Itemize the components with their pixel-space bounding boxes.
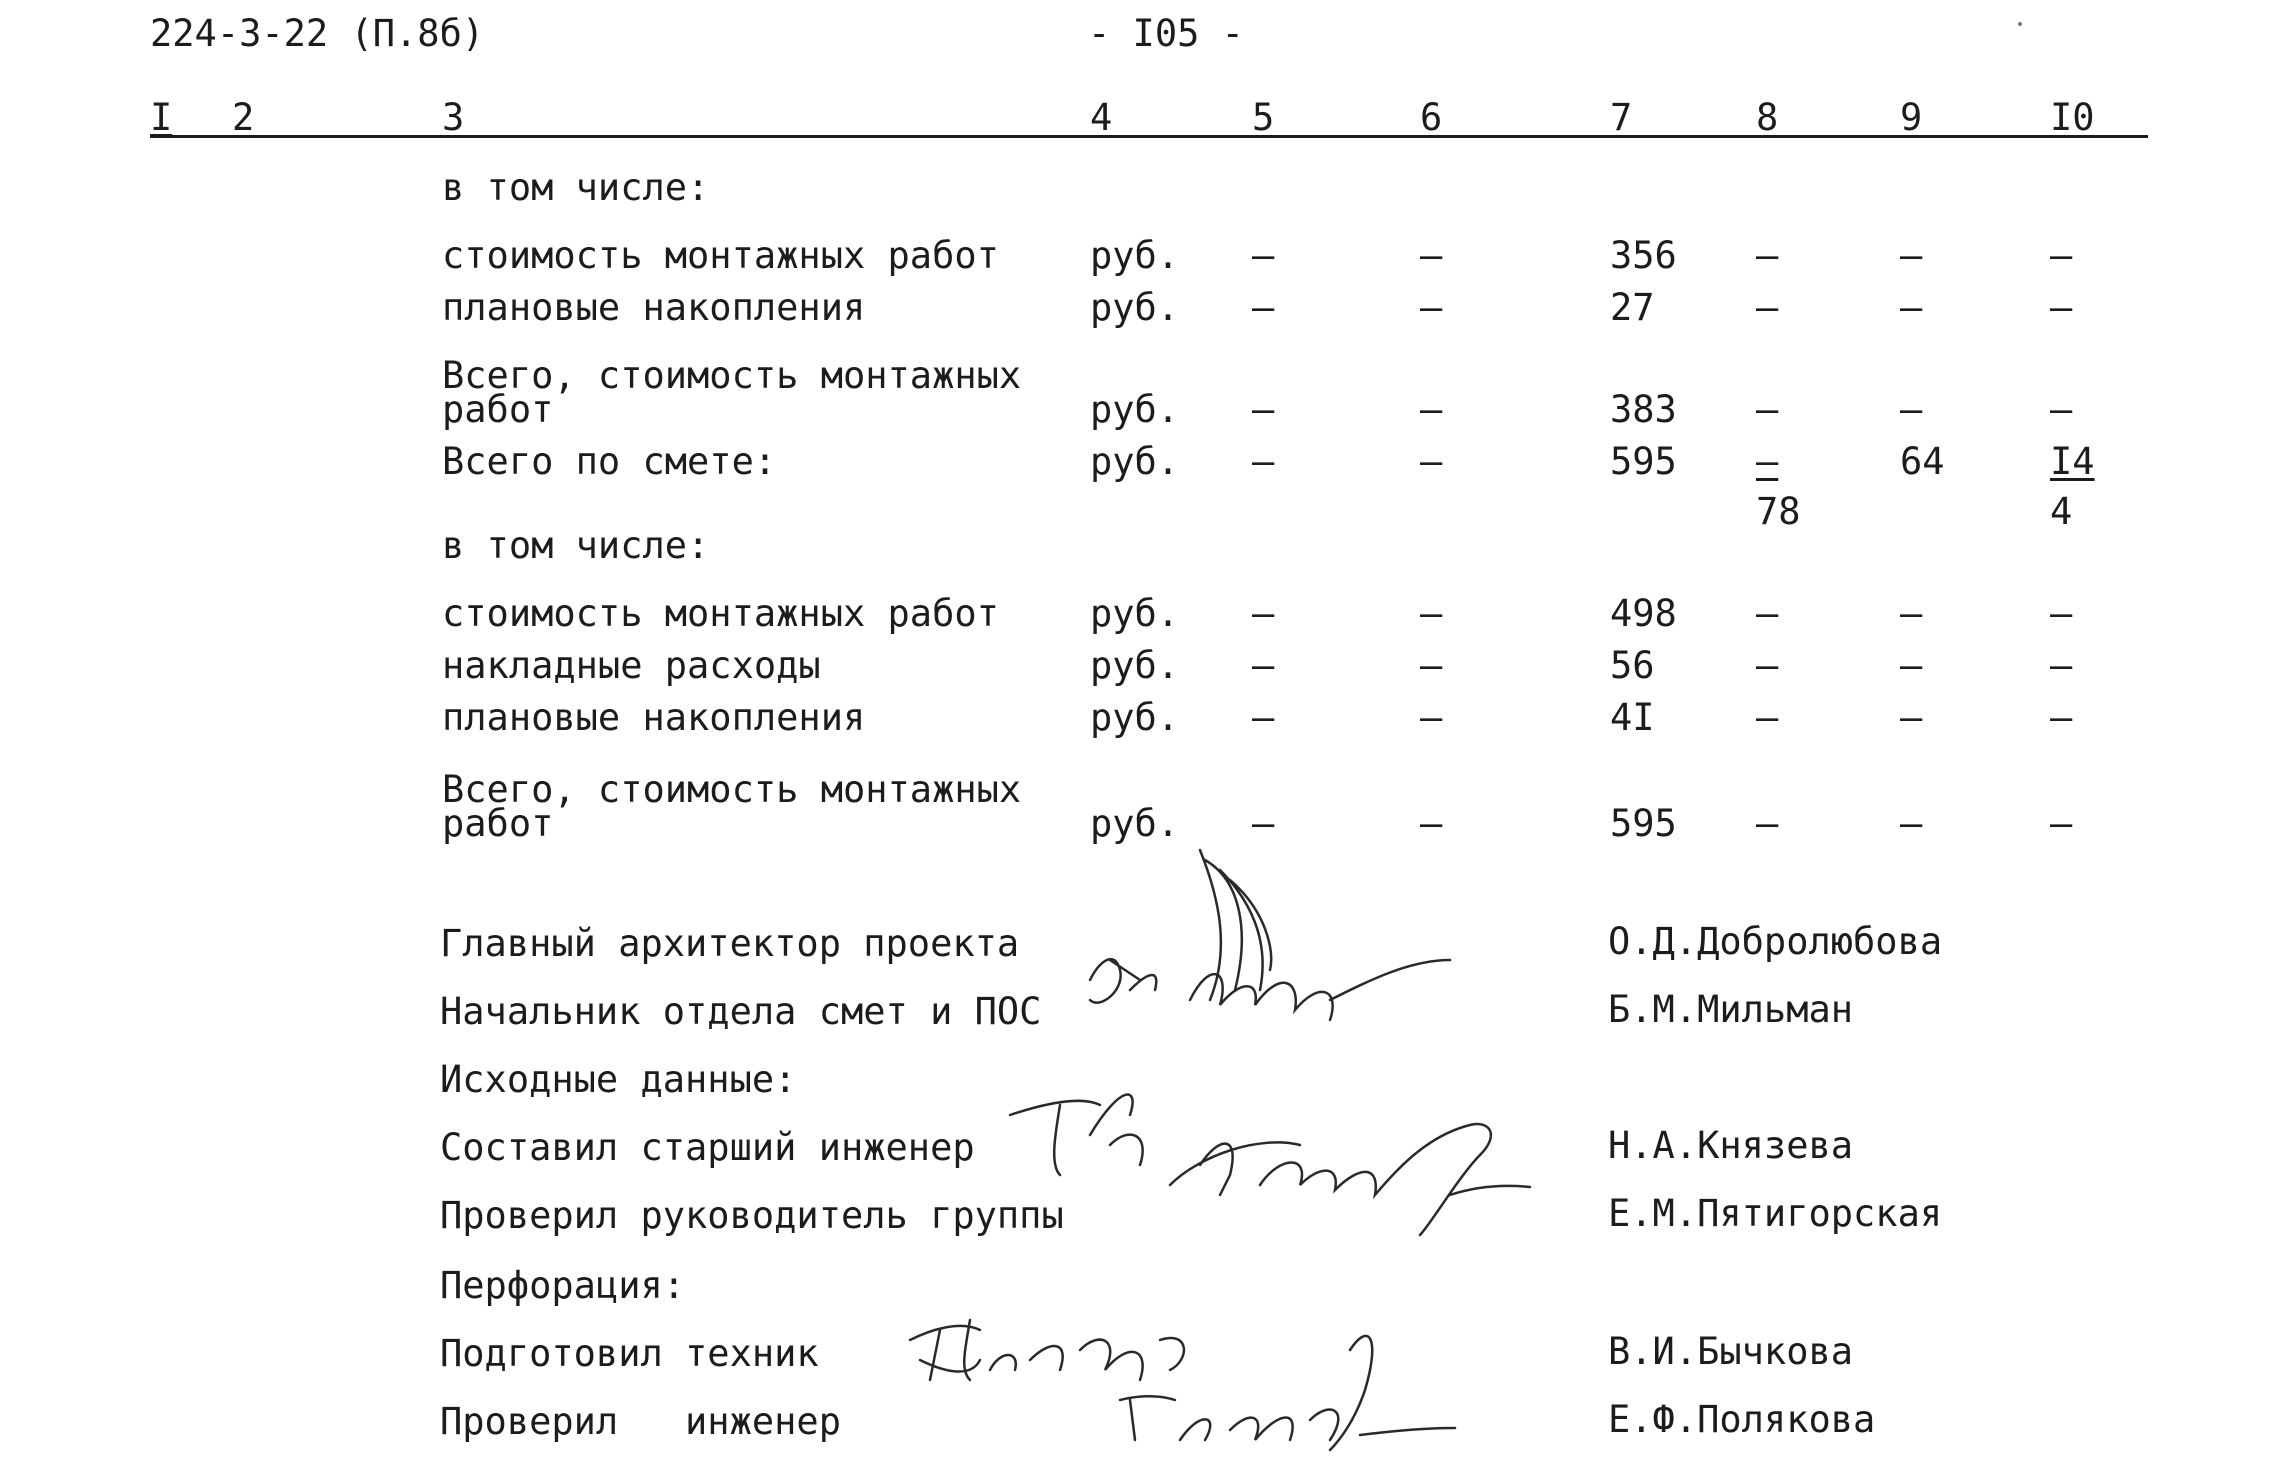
signature-role: Проверил инженер xyxy=(440,1400,841,1443)
row-label-line2: работ xyxy=(442,802,554,845)
column-number-6: 6 xyxy=(1420,96,1443,139)
signature-section-heading: Исходные данные: xyxy=(440,1058,797,1101)
signature-name: В.И.Бычкова xyxy=(1608,1330,1854,1373)
cell-col6: – xyxy=(1420,592,1443,635)
row-unit: руб. xyxy=(1090,644,1180,687)
cell-col5: – xyxy=(1252,388,1275,431)
row-unit: руб. xyxy=(1090,592,1180,635)
page-number: - I05 - xyxy=(1088,12,1244,55)
cell-col10-denominator: 4 xyxy=(2050,490,2073,533)
handwritten-signature-2 xyxy=(1000,1075,1540,1255)
row-label: стоимость монтажных работ xyxy=(442,592,999,635)
cell-col8: – xyxy=(1756,388,1779,431)
row-label: Всего по смете: xyxy=(442,440,777,483)
row-label: накладные расходы xyxy=(442,644,821,687)
signature-section-heading: Перфорация: xyxy=(440,1264,686,1307)
cell-col9: – xyxy=(1900,286,1923,329)
cell-col10: – xyxy=(2050,388,2073,431)
cell-col6: – xyxy=(1420,440,1443,483)
cell-col7: 498 xyxy=(1610,592,1677,635)
cell-col7: 595 xyxy=(1610,440,1677,483)
cell-col10: – xyxy=(2050,592,2073,635)
column-number-10: I0 xyxy=(2050,96,2095,139)
signature-role: Подготовил техник xyxy=(440,1332,819,1375)
signature-role: Начальник отдела смет и ПОС xyxy=(440,990,1042,1033)
row-unit: руб. xyxy=(1090,234,1180,277)
cell-col8: – xyxy=(1756,592,1779,635)
row-label: стоимость монтажных работ xyxy=(442,234,999,277)
column-number-1: I xyxy=(150,96,173,139)
row-unit: руб. xyxy=(1090,286,1180,329)
column-number-8: 8 xyxy=(1756,96,1779,139)
cell-col9: – xyxy=(1900,644,1923,687)
row-label-line1: Всего, стоимость монтажных xyxy=(442,354,1022,397)
cell-col6: – xyxy=(1420,234,1443,277)
signature-name: Б.М.Мильман xyxy=(1608,988,1854,1031)
cell-col5: – xyxy=(1252,440,1275,483)
signature-role: Главный архитектор проекта xyxy=(440,922,1020,965)
scan-speck xyxy=(2010,14,2030,34)
cell-col5: – xyxy=(1252,592,1275,635)
cell-col9: – xyxy=(1900,388,1923,431)
cell-col10: – xyxy=(2050,802,2073,845)
cell-col10-numerator: I4 xyxy=(2050,440,2095,483)
cell-col10: – xyxy=(2050,696,2073,739)
signature-role: Проверил руководитель группы xyxy=(440,1194,1064,1237)
section-label-including: в том числе: xyxy=(442,166,710,209)
document-code: 224-3-22 (П.8б) xyxy=(150,12,485,55)
cell-col9: – xyxy=(1900,234,1923,277)
row-label-line1: Всего, стоимость монтажных xyxy=(442,768,1022,811)
row-label: плановые накопления xyxy=(442,286,866,329)
cell-col7: 56 xyxy=(1610,644,1655,687)
row-label-line2: работ xyxy=(442,388,554,431)
cell-col10: – xyxy=(2050,286,2073,329)
cell-col7: 383 xyxy=(1610,388,1677,431)
signature-name: Н.А.Князева xyxy=(1608,1124,1854,1167)
cell-col6: – xyxy=(1420,802,1443,845)
cell-col7: 27 xyxy=(1610,286,1655,329)
cell-col5: – xyxy=(1252,286,1275,329)
cell-col5: – xyxy=(1252,802,1275,845)
cell-col8-denominator: 78 xyxy=(1756,490,1801,533)
signature-name: О.Д.Добролюбова xyxy=(1608,920,1943,963)
column-number-9: 9 xyxy=(1900,96,1923,139)
signature-name: Е.Ф.Полякова xyxy=(1608,1398,1876,1441)
cell-col7: 595 xyxy=(1610,802,1677,845)
cell-col6: – xyxy=(1420,286,1443,329)
signature-name: Е.М.Пятигорская xyxy=(1608,1192,1943,1235)
signature-role: Составил старший инженер xyxy=(440,1126,975,1169)
cell-col9: 64 xyxy=(1900,440,1945,483)
cell-col6: – xyxy=(1420,644,1443,687)
handwritten-signature-3 xyxy=(900,1300,1460,1460)
cell-col7: 356 xyxy=(1610,234,1677,277)
row-unit: руб. xyxy=(1090,388,1180,431)
cell-col8-numerator: – xyxy=(1756,440,1779,483)
header-rule xyxy=(150,135,2148,138)
cell-col9: – xyxy=(1900,802,1923,845)
cell-col8: – xyxy=(1756,286,1779,329)
row-unit: руб. xyxy=(1090,696,1180,739)
cell-col5: – xyxy=(1252,696,1275,739)
column-number-7: 7 xyxy=(1610,96,1633,139)
cell-col10: – xyxy=(2050,234,2073,277)
cell-col6: – xyxy=(1420,388,1443,431)
cell-col9: – xyxy=(1900,696,1923,739)
column-number-2: 2 xyxy=(232,96,255,139)
row-unit: руб. xyxy=(1090,440,1180,483)
cell-col7: 4I xyxy=(1610,696,1655,739)
column-number-3: 3 xyxy=(442,96,465,139)
row-unit: руб. xyxy=(1090,802,1180,845)
cell-col8: – xyxy=(1756,696,1779,739)
cell-col8: – xyxy=(1756,802,1779,845)
cell-col5: – xyxy=(1252,644,1275,687)
column-number-4: 4 xyxy=(1090,96,1113,139)
cell-col6: – xyxy=(1420,696,1443,739)
cell-col8: – xyxy=(1756,234,1779,277)
column-number-5: 5 xyxy=(1252,96,1275,139)
cell-col10: – xyxy=(2050,644,2073,687)
cell-col9: – xyxy=(1900,592,1923,635)
row-label: плановые накопления xyxy=(442,696,866,739)
handwritten-signature-1 xyxy=(1080,840,1460,1040)
cell-col5: – xyxy=(1252,234,1275,277)
section-label-including: в том числе: xyxy=(442,524,710,567)
cell-col8: – xyxy=(1756,644,1779,687)
